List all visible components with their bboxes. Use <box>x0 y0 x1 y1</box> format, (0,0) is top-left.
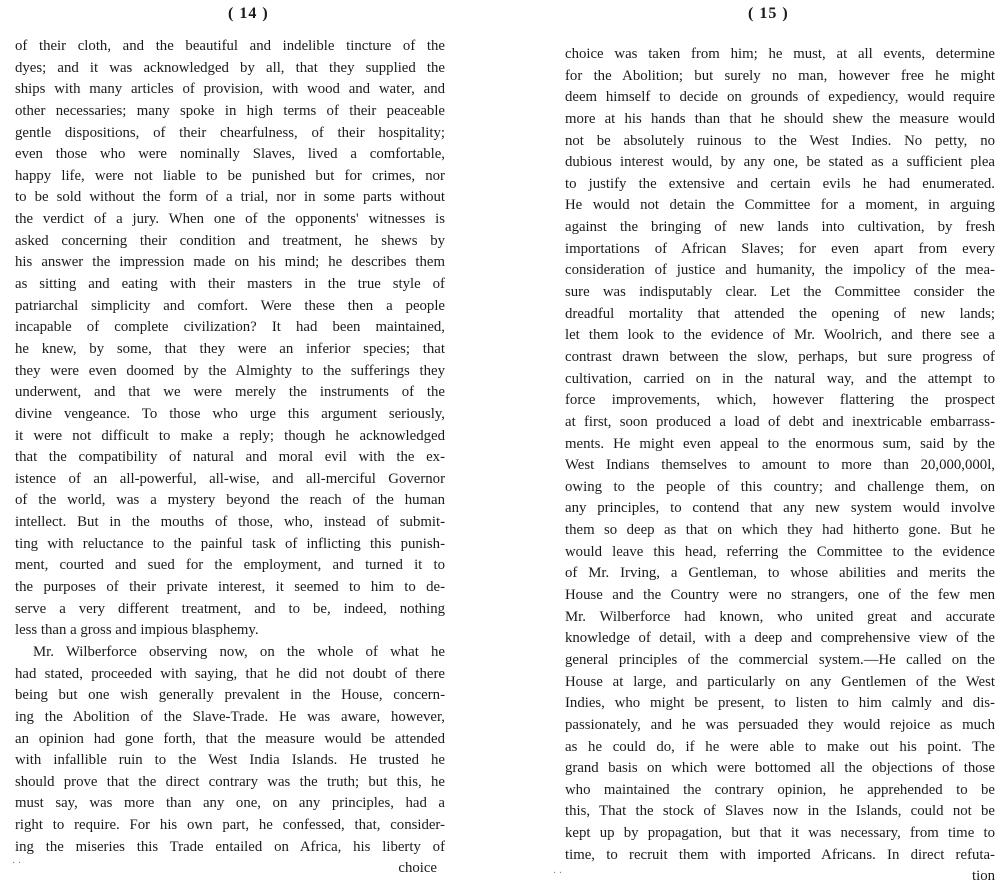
text-line: any principles, to contend that any new system would involve <box>565 500 995 517</box>
text-line: ships with many articles of provision, with wood and water, and <box>15 81 445 98</box>
text-line: not be absolutely ruinous to the West Indies. No petty, no <box>565 132 995 149</box>
text-line: underwent, and that we were merely the instruments of the <box>15 384 445 401</box>
text-line: dubious interest would, by any one, be stated as a sufficient plea <box>565 154 995 171</box>
text-line: for the Abolition; but surely no man, however free he might <box>565 67 995 84</box>
text-line: ing the miseries this Trade entailed on Africa, his liberty of <box>15 838 445 855</box>
text-line: of their cloth, and the beautiful and indelible tincture of the <box>15 38 445 54</box>
text-line: gentle dispositions, of their chearfulness, of their hospitality; <box>15 124 445 141</box>
text-line: ments. He might even appeal to the enormous sum, said by the <box>565 435 995 452</box>
text-line: he knew, by some, that they were an inferior species; that <box>15 340 445 357</box>
text-line: more at his hands than that he should shew the measure would <box>565 110 995 127</box>
text-line: ting with reluctance to the painful task of inflicting this punish- <box>15 535 445 552</box>
text-line: must say, was more than any one, on any principles, had a <box>15 795 445 812</box>
text-line: the purposes of their private interest, it seemed to him to de- <box>15 579 445 596</box>
text-line: general principles of the commercial system.—He called on the <box>565 651 995 668</box>
text-line: owing to the people of this country; and challenge them, on <box>565 478 995 495</box>
text-line: at first, soon produced a load of debt and inextricable embarrass- <box>565 413 995 430</box>
text-line: dyes; and it was acknowledged by all, that they supplied the <box>15 59 445 76</box>
text-line: intellect. But in the mouths of those, who, instead of submit- <box>15 514 445 531</box>
text-line: of the world, was a mystery beyond the reach of the human <box>15 492 445 509</box>
text-line: grand basis on which were bottomed all the objections of those <box>565 760 995 777</box>
text-line: divine vengeance. To those who urge this argument seriously, <box>15 405 445 422</box>
left-page <box>0 0 500 885</box>
text-line: knowledge of detail, with a deep and comprehensive view of the <box>565 630 995 647</box>
text-line: deem himself to decide on grounds of expediency, would require <box>565 89 995 106</box>
text-line: dreadful mortality that attended the opening of new lands; <box>565 305 995 322</box>
print-blemish: · · <box>12 858 22 869</box>
text-line: being but one wish generally prevalent in the House, concern- <box>15 687 445 704</box>
catchword: choice <box>398 860 437 877</box>
text-line: to justify the extensive and certain evils he had enumerated. <box>565 175 995 192</box>
text-line: House and the Country were no strangers, one of the few men <box>565 587 995 604</box>
text-line: who maintained the contrary opinion, he apprehended to be <box>565 781 995 798</box>
text-line: other necessaries; many spoke in high terms of their peaceable <box>15 102 445 119</box>
text-line: House at large, and particularly on any Gentlemen of the West <box>565 673 995 690</box>
text-line: less than a gross and impious blasphemy. <box>15 622 259 639</box>
text-line: as sitting and eating with their masters in the true style of <box>15 276 445 293</box>
page-number: ( 15 ) <box>748 5 789 22</box>
text-line: importations of African Slaves; for even apart from every <box>565 240 995 257</box>
text-line: Mr. Wilberforce observing now, on the whole of what he <box>33 643 445 660</box>
text-line: it were not difficult to make a reply; though he acknowledged <box>15 427 445 444</box>
text-line: an opinion had gone forth, that the measure would be attended <box>15 730 445 747</box>
text-line: against the bringing of new lands into cultivation, by fresh <box>565 219 995 236</box>
text-line: his answer the impression made on his mind; he describes them <box>15 254 445 271</box>
text-line: to be sold without the form of a trial, nor in some parts without <box>15 189 445 206</box>
text-line: time, to recruit them with imported Africans. In direct refuta- <box>565 846 995 863</box>
text-line: the verdict of a jury. When one of the opponents' witnesses is <box>15 211 445 228</box>
text-line: choice was taken from him; he must, at all events, determine <box>565 46 995 62</box>
text-line: that the compatibility of natural and moral evil with the ex- <box>15 449 445 466</box>
text-line: Mr. Wilberforce had known, who united great and accurate <box>565 608 995 625</box>
text-line: would leave this head, referring the Committee to the evidence <box>565 543 995 560</box>
right-page <box>500 0 1000 885</box>
text-line: West Indians themselves to amount to more than 20,000,000l, <box>565 457 995 474</box>
text-line: even those who were nominally Slaves, lived a comfortable, <box>15 146 445 163</box>
text-line: incapable of complete civilization? It had been maintained, <box>15 319 445 336</box>
text-line: them so deep as that on which they had hitherto gone. But he <box>565 522 995 539</box>
text-line: this, That the stock of Slaves now in the Islands, could not be <box>565 803 995 820</box>
text-line: let them look to the evidence of Mr. Woolrich, and there see a <box>565 327 995 344</box>
text-line: He would not detain the Committee for a moment, in arguing <box>565 197 995 214</box>
text-line: had stated, proceeded with saying, that he did not doubt of there <box>15 665 445 682</box>
catchword: tion <box>971 868 995 885</box>
print-blemish: · · <box>553 868 563 879</box>
text-line: should prove that the direct contrary was the truth; but this, he <box>15 773 445 790</box>
text-line: kept up by propagation, but that it was necessary, from time to <box>565 825 995 842</box>
text-line: of Mr. Irving, a Gentleman, to whose abilities and merits the <box>565 565 995 582</box>
text-line: they were even doomed by the Almighty to the sufferings they <box>15 362 445 379</box>
text-line: patriarchal simplicity and comfort. Were these then a people <box>15 297 445 314</box>
text-line: sure was indisputably clear. Let the Committee consider the <box>565 284 995 301</box>
text-line: ment, courted and sued for the employment, and turned it to <box>15 557 445 574</box>
left-page-text <box>15 36 445 880</box>
text-line: contrast drawn between the slow, perhaps, but sure progress of <box>565 348 995 365</box>
text-line: serve a very different treatment, and to be, indeed, nothing <box>15 600 445 617</box>
page-number: ( 14 ) <box>228 5 269 22</box>
text-line: with infallible ruin to the West India Islands. He trusted he <box>15 752 445 769</box>
text-line: force improvements, which, however flattering the prospect <box>565 392 995 409</box>
text-line: Indies, who might be present, to listen to him calmly and dis- <box>565 695 995 712</box>
text-line: cultivation, carried on in the natural way, and the attempt to <box>565 370 995 387</box>
text-line: istence of an all-powerful, all-wise, and all-merciful Governor <box>15 470 445 487</box>
text-line: happy life, were not liable to be punished but for crimes, nor <box>15 167 445 184</box>
text-line: ing the Abolition of the Slave-Trade. He was aware, however, <box>15 708 445 725</box>
right-page-text <box>565 44 995 888</box>
text-line: asked concerning their condition and treatment, he shews by <box>15 232 445 249</box>
text-line: passionately, and he was persuaded they would rejoice as much <box>565 716 995 733</box>
text-line: right to require. For his own part, he confessed, that, consider- <box>15 817 445 834</box>
text-line: consideration of justice and humanity, the impolicy of the mea- <box>565 262 995 279</box>
text-line: as he could do, if he were able to make out his point. The <box>565 738 995 755</box>
